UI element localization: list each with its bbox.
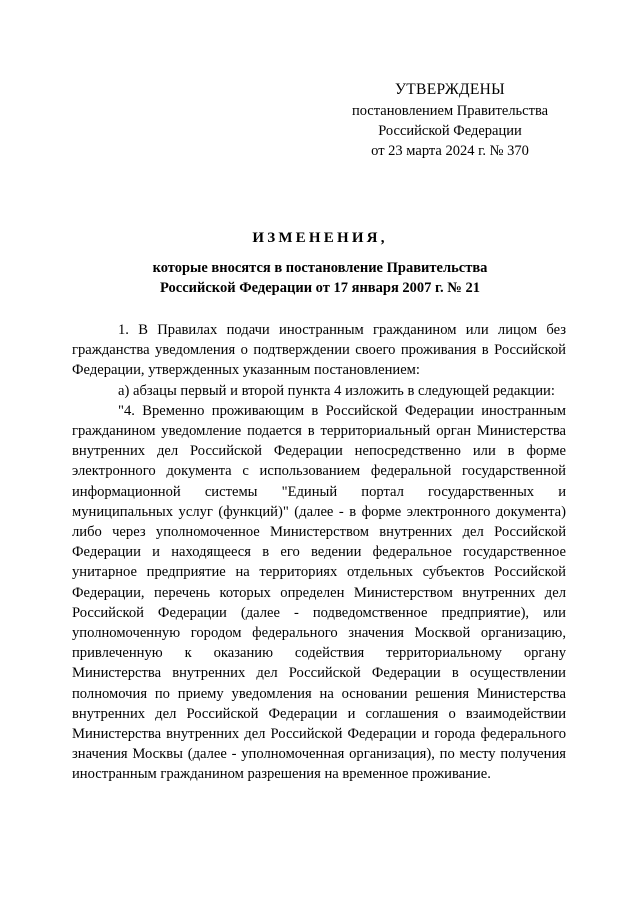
approval-line-2: Российской Федерации: [378, 123, 522, 139]
paragraph-2: а) абзацы первый и второй пункта 4 изложить в следующей редакции:: [118, 382, 555, 399]
approval-line-3: от 23 марта 2024 г. № 370: [371, 143, 529, 159]
title-main: ИЗМЕНЕНИЯ,: [252, 230, 388, 246]
document-title: [70, 228, 570, 298]
approval-heading: УТВЕРЖДЕНЫ: [395, 81, 505, 98]
paragraph-3: "4. Временно проживающим в Российской Федерации иностранным гражданином уведомление подается в территориальный орган Министерства внутренних дел Российской Федерации непосредственно или в форме электронного документа с использованием федеральной государственной информационной системы "Единый портал государственных и муниципальных услуг (функций)" (далее - в форме электронного документа) либо через уполномоченное Министерством внутренних дел Российской Федерации и находящееся в его ведении федеральное государственное унитарное предприятие на территориях отдельных субъектов Российской Федерации, перечень которых определен Министерством внутренних дел Российской Федерации (далее - подведомственное предприятие), или уполномоченную городом федерального значения Москвой организацию, привлеченную к оказанию содействия территориальному органу Министерства внутренних дел Российской Федерации в осуществлении полномочия по приему уведомления на основании решения Министерства внутренних дел Российской Федерации и соглашения о взаимодействии Министерства внутренних дел Российской Федерации и города федерального значения Москвы (далее - уполномоченная организация), по месту получения иностранным гражданином разрешения на временное проживание.: [72, 402, 566, 783]
document-body: [72, 320, 566, 785]
approval-line-1: постановлением Правительства: [351, 103, 549, 119]
paragraph-1: 1. В Правилах подачи иностранным гражданином или лицом без гражданства уведомления о подтверждении своего проживания в Российской Федерации, утвержденных указанным постановлением:: [72, 322, 566, 379]
title-sub-line-1: которые вносятся в постановление Правительства: [152, 260, 488, 276]
approval-stamp: [335, 80, 565, 161]
title-sub-line-2: Российской Федерации от 17 января 2007 г. № 21: [160, 280, 480, 296]
